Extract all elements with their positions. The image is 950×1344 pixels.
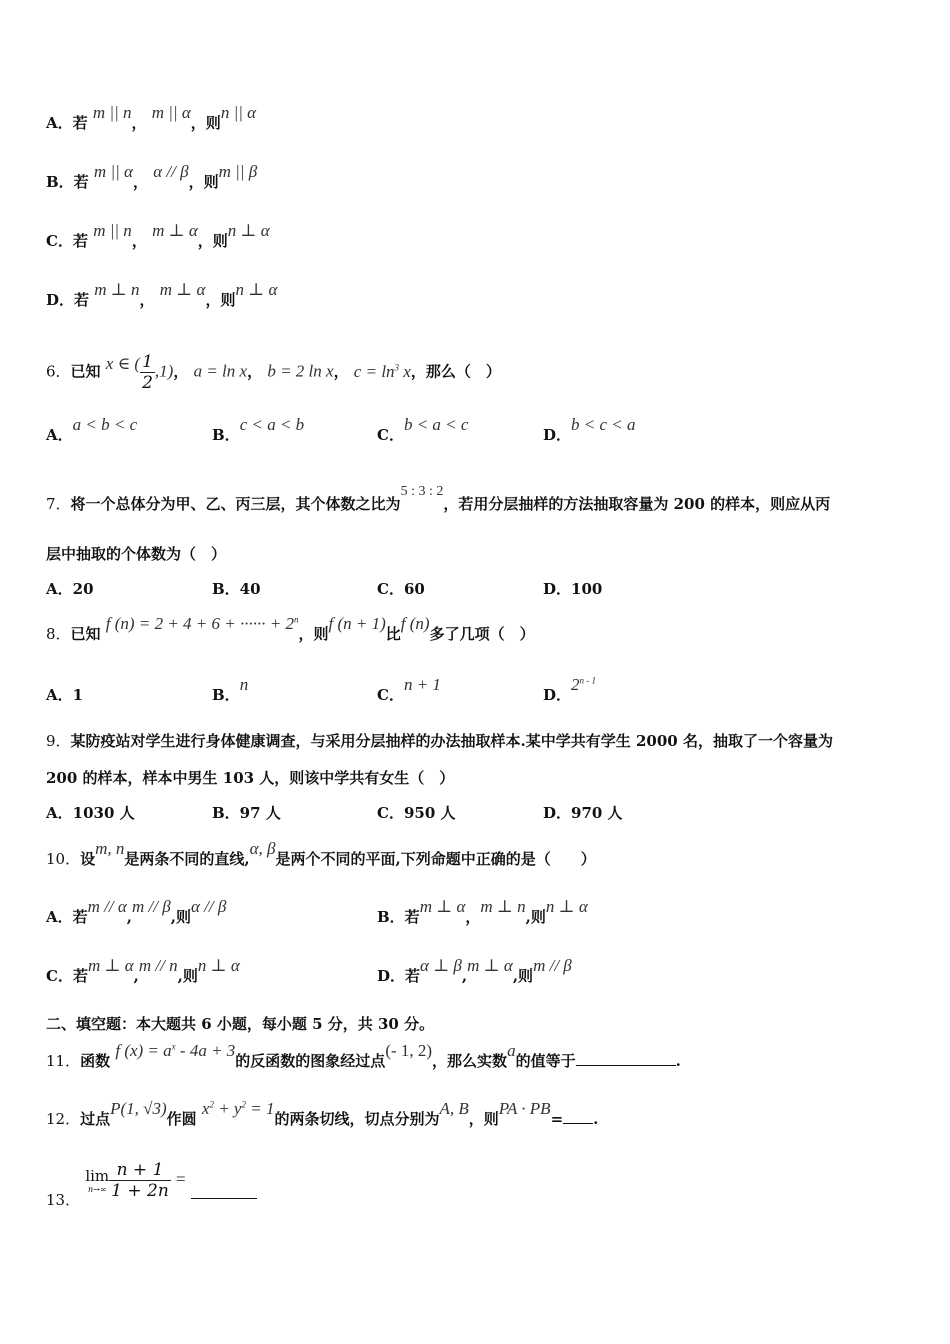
q5-c-expr1: m || n [93,221,132,240]
q5-b-expr1: m || α [93,162,133,181]
q13-fraction: $\frac{n + 1}{1 + 2n}$ [111,1160,169,1201]
q9-option-c: C．950 人 [377,804,456,822]
question-13: 13． lim n→∞ $\frac{n + 1}{1 + 2n}$ = [46,1160,257,1201]
q5-d-expr3: n ⊥ α [235,280,278,299]
q5-a-expr3: n || α [220,103,257,122]
question-7-cont: 层中抽取的个体数为（ ） [46,545,227,563]
q9-option-d: D．970 人 [543,804,623,822]
q5-option-b: B．若 m || α， α // β，则m || β [46,162,258,191]
q7-option-b: B．40 [212,580,261,598]
q5-c-expr3: n ⊥ α [227,221,270,240]
question-11: 11．函数 f $(x) = a^x - 4a + 3$的反函数的图象经过点(- 1, 2)，那么实数a的值等于 . [46,1041,681,1070]
q12-answer-blank[interactable] [563,1109,593,1124]
q6-option-d: D．b < c < a [543,415,636,444]
q8-option-d: D．2$^{n - 1}$ [543,675,597,704]
q5-option-c: C．若 m || n， m ⊥ α，则n ⊥ α [46,221,270,250]
question-8: 8．已知 f (n) = 2 + 4 + 6 + ······ + $2^n$，则f (n + 1)比f (n)多了几项（ ） [46,614,535,643]
question-10: 10．设m, n是两条不同的直线,α, β是两个不同的平面,下列命题中正确的是（ ） [46,839,596,868]
q6-option-c: C．b < a < c [377,415,469,444]
q5-b-expr3: m || β [218,162,258,181]
q8-option-c: C．n + 1 [377,675,441,704]
q11-answer-blank[interactable] [576,1051,676,1066]
q10-option-a: A．若m // α,m // β,则α // β [46,897,227,926]
q9-option-b: B．97 人 [212,804,281,822]
q5-d-expr2: m ⊥ α [159,280,206,299]
q5-a-expr2: m || α [151,103,191,122]
q5-b-expr2: α // β [153,162,189,181]
q9-option-a: A．1030 人 [46,804,135,822]
question-9: 9．某防疫站对学生进行身体健康调查，与采用分层抽样的办法抽取样本.某中学共有学生 2000 名，抽取了一个容量为 [46,732,833,750]
q8-option-b: B．n [212,675,249,704]
q13-answer-blank[interactable] [191,1184,257,1199]
section-2-title: 二、填空题：本大题共 6 小题，每小题 5 分，共 30 分。 [46,1015,435,1033]
question-9-cont: 200 的样本，样本中男生 103 人，则该中学共有女生（ ） [46,769,455,787]
q7-option-d: D．100 [543,580,603,598]
q6-fraction: $\frac{1}{2}$ [142,352,153,393]
q7-option-a: A．20 [46,580,94,598]
question-7: 7．将一个总体分为甲、乙、丙三层，其个体数之比为5 : 3 : 2，若用分层抽样的方法抽取容量为 200 的样本，则应从丙 [46,484,831,513]
q8-option-a: A．1 [46,686,84,704]
q10-option-c: C．若m ⊥ α,m // n,则n ⊥ α [46,956,240,985]
q7-option-c: C．60 [377,580,425,598]
q13-limit: lim n→∞ [85,1167,110,1194]
q5-option-a: A．若 m || n， m || α，则n || α [46,103,257,132]
q5-a-expr1: m || n [92,103,132,122]
q6-option-b: B．c < a < b [212,415,305,444]
q5-d-expr1: m ⊥ n [94,280,140,299]
q5-c-expr2: m ⊥ α [152,221,198,240]
q10-option-b: B．若m ⊥ α，m ⊥ n,则n ⊥ α [377,897,588,926]
q5-option-d: D．若 m ⊥ n， m ⊥ α，则n ⊥ α [46,280,278,309]
question-12: 12．过点P(1, √3)作圆 $x^2 + y^2 = 1$的两条切线，切点分别为A, B，则PA · PB= . [46,1099,599,1128]
question-6: 6．已知 x ∈ ( $\frac{1}{2}$ ,1)， a = ln x， b = 2 ln x， $c = \ln^3 x$，那么（ ） [46,352,501,393]
q10-option-d: D．若α ⊥ β,m ⊥ α,则m // β [377,956,572,985]
q6-option-a: A．a < b < c [46,415,138,444]
